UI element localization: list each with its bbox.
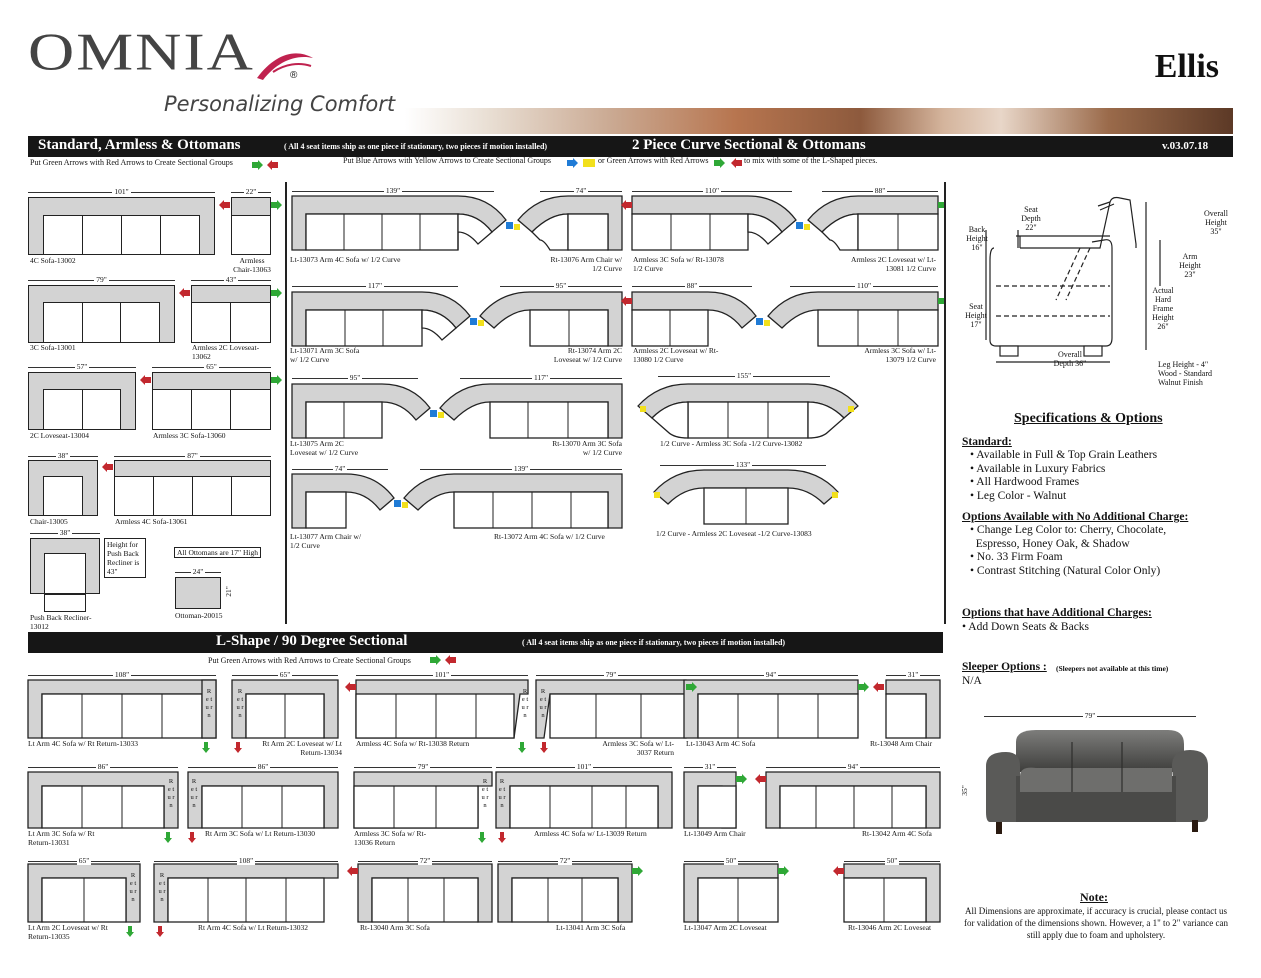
section-bar-lshape — [28, 632, 943, 653]
dim-seat-height: Seat Height 17" — [965, 302, 987, 329]
item-label[interactable]: Armless 3C Sofa w/ Rt-13036 Return — [354, 829, 427, 847]
curve-sectional-drawings — [288, 180, 944, 560]
item-label[interactable]: Armless 2C Loveseat w/ Lt-13081 1/2 Curve — [851, 255, 936, 273]
divider-line-right — [944, 182, 946, 624]
item-label[interactable]: Rt-13074 Arm 2C Loveseat w/ 1/2 Curve — [553, 346, 622, 364]
item-label[interactable]: Rt Arm 4C Sofa w/ Lt Return-13032 — [198, 923, 308, 932]
standard-heading: Standard: — [962, 436, 1012, 448]
leather-banner — [405, 108, 1233, 134]
item-label[interactable]: Rt-13070 Arm 3C Sofa w/ 1/2 Curve — [552, 439, 622, 457]
hint-blue-yellow-icon — [567, 155, 597, 165]
dim-overall-depth: Overall Depth 36" — [1053, 350, 1087, 368]
specs-title: Specifications & Options — [1014, 411, 1163, 426]
item-label[interactable]: Armless 3C Sofa w/ Lt-13079 1/2 Curve — [864, 346, 936, 364]
return-label: R e t u r n — [236, 688, 244, 719]
brand-logo: OMNIA — [28, 22, 255, 82]
hint-green-red: Put Green Arrows with Red Arrows to Create Sectional Groups — [30, 158, 233, 167]
dimension: 139" — [292, 191, 494, 192]
return-label: R e t u r n — [190, 778, 198, 809]
hint-arrows-icon — [252, 157, 278, 167]
logo-swoosh-icon — [255, 44, 315, 84]
version-label: v.03.07.18 — [1162, 140, 1209, 152]
section-title-standard: Standard, Armless & Ottomans — [38, 137, 241, 153]
no-charge-list: • Change Leg Color to: Cherry, Chocolate, Espresso, Honey Oak, & Shadow • No. 33 Firm Foam • Contrast Stitching (Natural Color Only) — [970, 524, 1167, 577]
additional-charge-list: • Add Down Seats & Backs — [962, 621, 1090, 633]
note-text: All Dimensions are approximate, if accuracy is crucial, please contact us for validation of the dimensions shown. However, a 1" to 2" variance can still apply due to foam and upholstery. — [964, 906, 1228, 940]
ottoman-note: All Ottomans are 17" High — [174, 547, 261, 558]
sofa-photo — [976, 722, 1216, 842]
sleeper-value: N/A — [962, 675, 982, 687]
photo-height: 35" — [959, 785, 969, 796]
section-bar-standard — [28, 136, 1233, 157]
item-label[interactable]: Rt-13048 Arm Chair — [870, 739, 933, 748]
item-label[interactable]: Lt-13049 Arm Chair — [684, 829, 746, 838]
dim-overall-height: Overall Height 35" — [1204, 209, 1228, 236]
item-label[interactable]: Lt-13075 Arm 2C Loveseat w/ 1/2 Curve — [290, 439, 359, 457]
recliner-note: Height for Push Back Recliner is 43" — [104, 538, 146, 578]
item-label[interactable]: 1/2 Curve - Armless 2C Loveseat -1/2 Curve-13083 — [656, 529, 812, 538]
item-label[interactable]: Rt-13072 Arm 4C Sofa w/ 1/2 Curve — [494, 532, 605, 541]
divider-line — [285, 182, 287, 624]
item-label[interactable]: Lt-13047 Arm 2C Loveseat — [684, 923, 767, 932]
additional-charge-heading: Options that have Additional Charges: — [962, 607, 1152, 619]
section-note-lshape: ( All 4 seat items ship as one piece if stationary, two pieces if motion installed) — [522, 638, 786, 647]
hint-blue-yellow: Put Blue Arrows with Yellow Arrows to Create Sectional Groups — [343, 156, 551, 165]
return-label: R e t u r n — [521, 688, 529, 719]
section-title-curve: 2 Piece Curve Sectional & Ottomans — [632, 137, 866, 153]
hint-green-red-3: Put Green Arrows with Red Arrows to Create Sectional Groups — [208, 656, 411, 665]
return-label: R e t u r n — [539, 688, 547, 719]
return-label: R e t u r n — [167, 778, 175, 809]
item-label[interactable]: Rt Arm 3C Sofa w/ Lt Return-13030 — [205, 829, 315, 838]
model-name: Ellis — [1154, 48, 1219, 85]
no-charge-heading: Options Available with No Additional Charge: — [962, 511, 1189, 523]
item-label[interactable]: Lt-13077 Arm Chair w/ 1/2 Curve — [290, 532, 362, 550]
dim-leg: Leg Height - 4" Wood - Standard Walnut Finish — [1158, 360, 1213, 387]
dim-arm-height: Arm Height 23" — [1179, 252, 1201, 279]
return-label: R e t u r n — [498, 778, 506, 809]
standard-list: • Available in Full & Top Grain Leathers • Available in Luxury Fabrics • All Hardwood Frames • Leg Color - Walnut — [970, 449, 1158, 502]
item-label[interactable]: Armless 2C Loveseat w/ Rt-13080 1/2 Curve — [633, 346, 719, 364]
item-label[interactable]: Lt-13071 Arm 3C Sofa w/ 1/2 Curve — [290, 346, 360, 364]
item-label[interactable]: Rt-13042 Arm 4C Sofa — [862, 829, 932, 838]
return-label: R e t u r n — [129, 872, 137, 903]
registered-mark: ® — [290, 70, 298, 81]
item-label[interactable]: Rt-13076 Arm Chair w/ 1/2 Curve — [550, 255, 622, 273]
item-label[interactable]: Lt Arm 2C Loveseat w/ Rt Return-13035 — [28, 923, 108, 941]
return-label: R e t u r n — [481, 778, 489, 809]
item-label: 4C Sofa-13002 — [30, 256, 76, 265]
hint-arrows-icon-3 — [430, 655, 456, 665]
brand-tagline: Personalizing Comfort — [164, 92, 396, 116]
item-label[interactable]: Armless 3C Sofa w/ Lt-3037 Return — [602, 739, 674, 757]
dimension: 101" — [28, 192, 215, 193]
item-label[interactable]: Lt-13041 Arm 3C Sofa — [556, 923, 626, 932]
note-title: Note: — [1080, 890, 1108, 904]
item-label[interactable]: Rt-13046 Arm 2C Loveseat — [848, 923, 932, 932]
item-label[interactable]: Lt Arm 4C Sofa w/ Rt Return-13033 — [28, 739, 138, 748]
hint-green-red-2: or Green Arrows with Red Arrows — [598, 156, 709, 165]
item-label[interactable]: Lt-13043 Arm 4C Sofa — [686, 739, 756, 748]
hint-arrows-icon-2 — [714, 155, 742, 165]
item-label[interactable]: Armless 3C Sofa w/ Rt-13078 1/2 Curve — [633, 255, 724, 273]
section-note-standard: ( All 4 seat items ship as one piece if stationary, two pieces if motion installed) — [284, 142, 548, 151]
sleeper-note: (Sleepers not available at this time) — [1056, 664, 1169, 673]
item-label[interactable]: Armless 4C Sofa w/ Lt-13039 Return — [534, 829, 647, 838]
dim-frame-height: Actual Hard Frame Height 26" — [1152, 286, 1174, 331]
dim-seat-depth: Seat Depth 22" — [1021, 205, 1041, 232]
item-label[interactable]: Rt-13040 Arm 3C Sofa — [360, 923, 430, 932]
item-label[interactable]: Lt-13073 Arm 4C Sofa w/ 1/2 Curve — [290, 255, 401, 264]
return-label: R e t u r n — [158, 872, 166, 903]
item-label[interactable]: Lt Arm 3C Sofa w/ Rt Return-13031 — [28, 829, 95, 847]
dim-back-height: Back Height 16" — [966, 225, 988, 252]
photo-width: 79" — [984, 716, 1196, 717]
return-label: R e t u r n — [205, 688, 213, 719]
hint-mix: to mix with some of the L-Shaped pieces. — [744, 156, 878, 165]
section-title-lshape: L-Shape / 90 Degree Sectional — [216, 633, 408, 649]
item-label[interactable]: 1/2 Curve - Armless 3C Sofa -1/2 Curve-13082 — [660, 439, 803, 448]
item-label[interactable]: Rt Arm 2C Loveseat w/ Lt Return-13034 — [262, 739, 342, 757]
sleeper-heading: Sleeper Options : — [962, 661, 1047, 673]
item-label[interactable]: Armless 4C Sofa w/ Rt-13038 Return — [356, 739, 470, 748]
